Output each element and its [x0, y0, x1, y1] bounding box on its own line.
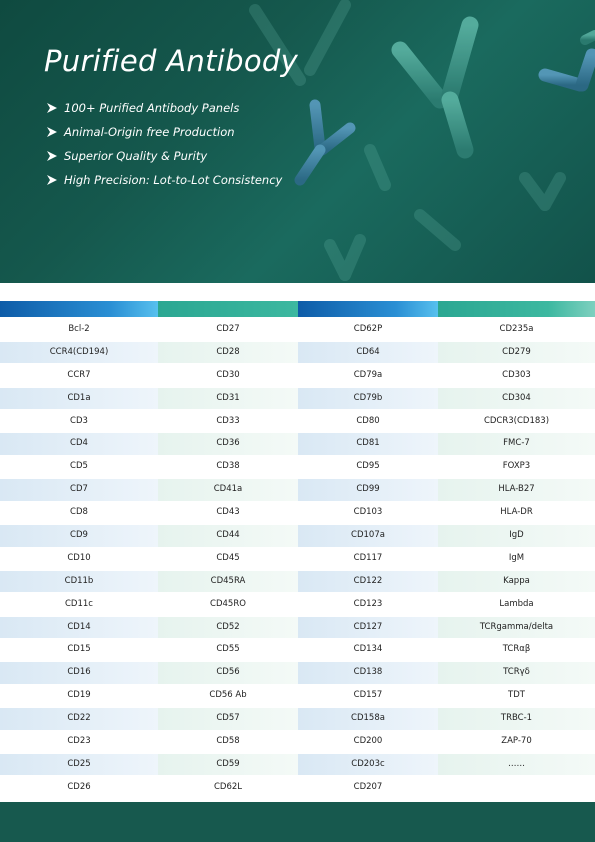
table-cell: ZAP-70: [501, 736, 532, 747]
table-row: [0, 411, 595, 434]
table-cell: CD62P: [353, 324, 383, 334]
table-row: [0, 548, 595, 571]
table-cell: CD1a: [0, 388, 158, 410]
table-cell: CD303: [502, 369, 531, 380]
table-cell: CD15: [67, 644, 91, 655]
table-row: [0, 662, 595, 685]
table-cell: Kappa: [438, 571, 595, 593]
table-cell: CD25: [0, 754, 158, 776]
table-cell: IgD: [438, 525, 595, 547]
table-row: [0, 617, 595, 640]
arrow-right-icon: [46, 102, 58, 114]
table-cell: CD38: [216, 461, 240, 472]
table-row: [0, 639, 595, 662]
table-cell: CD11b: [0, 571, 158, 593]
table-cell: HLA-B27: [438, 479, 595, 501]
table-cell: CD9: [0, 525, 158, 547]
table-cell: CD16: [0, 662, 158, 684]
table-row: [0, 365, 595, 388]
table-row: [0, 525, 595, 548]
table-row: [0, 594, 595, 617]
table-cell: CD11c: [65, 598, 93, 609]
table-cell: CD103: [353, 507, 383, 518]
feature-text: Superior Quality & Purity: [64, 149, 208, 163]
table-cell: CD33: [216, 415, 240, 426]
table-cell: FOXP3: [502, 461, 531, 472]
feature-text: Animal-Origin free Production: [64, 125, 235, 139]
table-cell: CD157: [353, 690, 383, 701]
table-cell: CD107a: [298, 525, 438, 547]
table-cell: CD235a: [499, 324, 534, 334]
table-cell: CD95: [356, 461, 380, 472]
table-header-bar-col-1: [0, 301, 158, 317]
feature-list: [46, 100, 282, 196]
table-cell: CD138: [298, 662, 438, 684]
table-cell: CD279: [438, 342, 595, 364]
table-cell: CCR4(CD194): [0, 342, 158, 364]
table-cell: CD79b: [298, 388, 438, 410]
table-cell: Lambda: [499, 598, 534, 609]
feature-text: 100+ Purified Antibody Panels: [64, 101, 240, 115]
footer-bar: [0, 802, 595, 842]
table-row: [0, 754, 595, 777]
table-cell: CD304: [438, 388, 595, 410]
table-row: [0, 502, 595, 525]
antibody-table: [0, 319, 595, 800]
table-cell: CD41a: [158, 479, 298, 501]
table-cell: CD64: [298, 342, 438, 364]
hero-banner: [0, 0, 595, 283]
table-cell: IgM: [508, 552, 525, 563]
table-cell: CD55: [216, 644, 240, 655]
table-header-bar-col-3: [298, 301, 438, 317]
table-cell: CD158a: [298, 708, 438, 730]
table-cell: CD26: [67, 781, 91, 792]
table-cell: CDCR3(CD183): [483, 415, 550, 426]
table-cell: CD30: [216, 369, 240, 380]
feature-item: [46, 124, 282, 148]
feature-text: High Precision: Lot-to-Lot Consistency: [64, 173, 283, 187]
table-cell: CD10: [67, 552, 91, 563]
table-cell: CD45RA: [158, 571, 298, 593]
table-cell: CCR7: [67, 369, 91, 380]
table-cell: CD134: [353, 644, 383, 655]
arrow-right-icon: [46, 126, 58, 138]
table-cell: CD127: [298, 617, 438, 639]
table-row: [0, 777, 595, 800]
table-cell: CD43: [216, 507, 240, 518]
table-cell: CD200: [353, 736, 383, 747]
table-row: [0, 456, 595, 479]
feature-item: [46, 100, 282, 124]
table-cell: HLA-DR: [500, 507, 533, 518]
feature-item: [46, 172, 282, 196]
table-cell: CD22: [0, 708, 158, 730]
table-cell: CD45: [216, 552, 240, 563]
table-cell: ……: [438, 754, 595, 776]
table-cell: CD80: [356, 415, 380, 426]
table-row: [0, 319, 595, 342]
table-cell: CD45RO: [210, 598, 246, 609]
table-cell: CD28: [158, 342, 298, 364]
table-cell: CD7: [0, 479, 158, 501]
table-row: [0, 685, 595, 708]
table-row: [0, 479, 595, 502]
table-cell: CD123: [353, 598, 383, 609]
table-cell: TRBC-1: [438, 708, 595, 730]
table-cell: CD14: [0, 617, 158, 639]
table-cell: TCRgamma/delta: [438, 617, 595, 639]
table-cell: CD58: [216, 736, 240, 747]
feature-item: [46, 148, 282, 172]
table-cell: CD79a: [353, 369, 383, 380]
table-row: [0, 388, 595, 411]
table-cell: CD23: [67, 736, 91, 747]
table-cell: CD19: [67, 690, 91, 701]
table-cell: CD31: [158, 388, 298, 410]
table-row: [0, 708, 595, 731]
table-cell: CD8: [70, 507, 88, 518]
table-cell: CD44: [158, 525, 298, 547]
table-row: [0, 571, 595, 594]
table-cell: CD122: [298, 571, 438, 593]
table-cell: Bcl-2: [68, 324, 90, 334]
page-title: Purified Antibody: [44, 44, 299, 78]
header-spacer: [0, 283, 595, 301]
table-cell: FMC-7: [438, 433, 595, 455]
table-cell: CD117: [353, 552, 383, 563]
table-cell: CD207: [353, 781, 383, 792]
table-header-bar-col-4: [438, 301, 595, 317]
table-cell: CD36: [158, 433, 298, 455]
table-cell: CD59: [158, 754, 298, 776]
arrow-right-icon: [46, 174, 58, 186]
table-cell: TCRαβ: [502, 644, 531, 655]
table-cell: CD5: [70, 461, 88, 472]
table-cell: CD52: [158, 617, 298, 639]
table-cell: CD56: [158, 662, 298, 684]
table-cell: TCRγδ: [438, 662, 595, 684]
table-cell: CD57: [158, 708, 298, 730]
table-row: [0, 433, 595, 456]
table-cell: CD3: [70, 415, 88, 426]
table-cell: TDT: [508, 690, 525, 701]
table-row: [0, 342, 595, 365]
table-cell: CD4: [0, 433, 158, 455]
table-cell: CD62L: [213, 781, 243, 792]
table-cell: CD81: [298, 433, 438, 455]
table-row: [0, 731, 595, 754]
arrow-right-icon: [46, 150, 58, 162]
table-cell: CD203c: [298, 754, 438, 776]
table-cell: CD99: [298, 479, 438, 501]
table-header-bar-col-2: [158, 301, 298, 317]
table-cell: CD56 Ab: [209, 690, 247, 701]
table-cell: [438, 777, 595, 799]
table-cell: CD27: [216, 324, 240, 334]
